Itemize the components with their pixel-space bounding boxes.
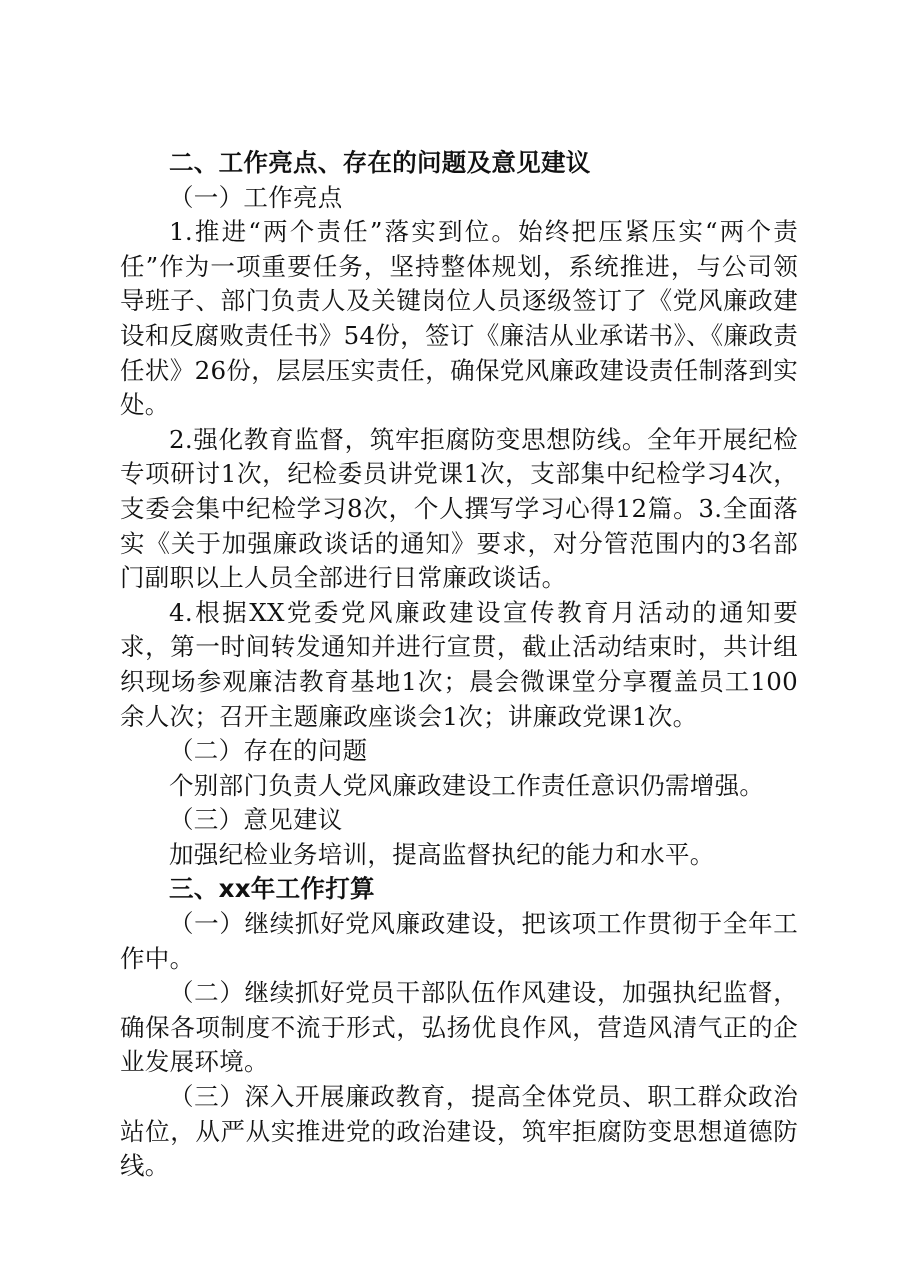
paragraph-education-supervision: 2.强化教育监督，筑牢拒腐防变思想防线。全年开展纪检专项研讨1次，纪检委员讲党课1次，支部集中纪检学习4次，支委会集中纪检学习8次，个人撰写学习心得12篇。3.全面落实《关于加强廉政谈话的通知》要求，对分管范围内的3名部门副职以上人员全部进行日常廉政谈话。: [120, 424, 798, 593]
paragraph-suggestions: 加强纪检业务培训，提高监督执纪的能力和水平。: [169, 839, 715, 869]
paragraph-plan-3: （三）深入开展廉政教育，提高全体党员、职工群众政治站位，从严从实推进党的政治建设，筑牢拒腐防变思想道德防线。: [120, 1082, 798, 1181]
subheading-problems: （二）存在的问题: [169, 736, 368, 766]
subheading-suggestions: （三）意见建议: [169, 805, 343, 835]
paragraph-publicity-month: 4.根据XX党委党风廉政建设宣传教育月活动的通知要求，第一时间转发通知并进行宣贯，截止活动结束时，共计组织现场参观廉洁教育基地1次；晨会微课堂分享覆盖员工100余人次；召开主题廉政座谈会1次；讲廉政党课1次。: [120, 597, 798, 731]
subheading-highlights: （一）工作亮点: [169, 182, 343, 212]
paragraph-plan-2: （二）继续抓好党员干部队伍作风建设，加强执纪监督，确保各项制度不流于形式，弘扬优良作风，营造风清气正的企业发展环境。: [120, 978, 798, 1077]
section-heading-3: 三、xx年工作打算: [169, 874, 375, 904]
paragraph-two-responsibilities: 1.推进“两个责任”落实到位。始终把压紧压实“两个责任”作为一项重要任务，坚持整体规划，系统推进，与公司领导班子、部门负责人及关键岗位人员逐级签订了《党风廉政建设和反腐败责任书》54份，签订《廉洁从业承诺书》、《廉政责任状》26份，层层压实责任，确保党风廉政建设责任制落到实处。: [120, 217, 798, 420]
paragraph-plan-1: （一）继续抓好党风廉政建设，把该项工作贯彻于全年工作中。: [120, 909, 798, 973]
document-body: [120, 146, 798, 1184]
section-heading-2: 二、工作亮点、存在的问题及意见建议: [169, 148, 591, 177]
paragraph-problems: 个别部门负责人党风廉政建设工作责任意识仍需增强。: [169, 770, 765, 800]
